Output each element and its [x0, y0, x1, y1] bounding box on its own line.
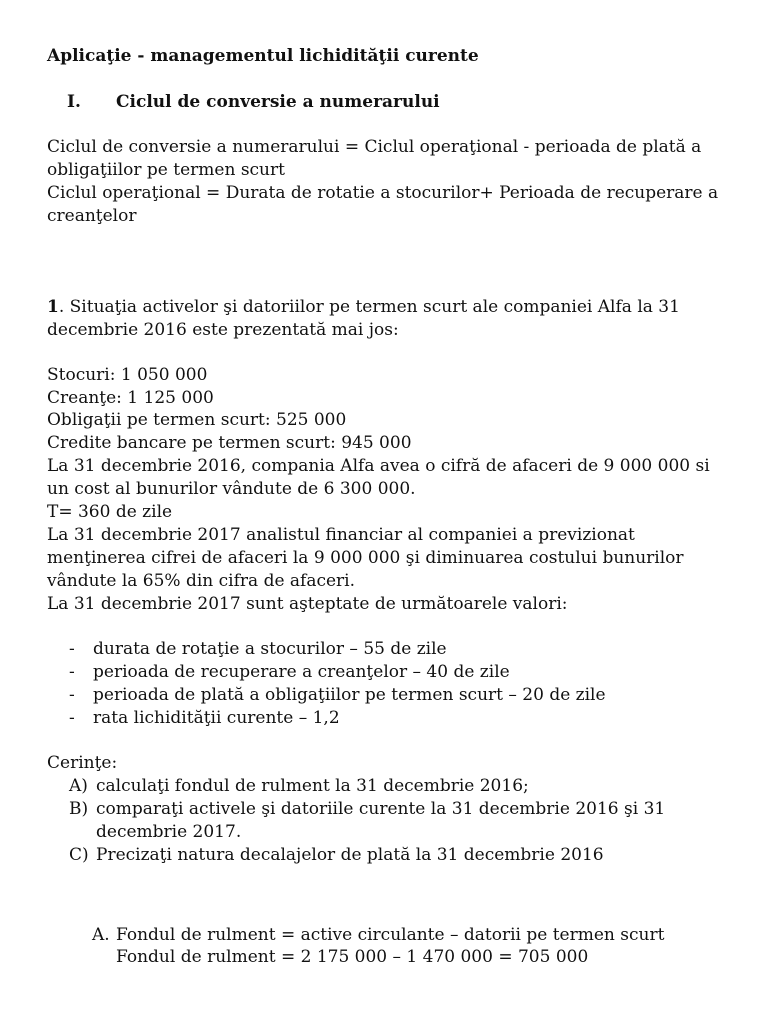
- requirement-letter: A): [69, 776, 88, 796]
- problem-line: Credite bancare pe termen scurt: 945 000: [47, 433, 412, 453]
- definition-line: obligaţiilor pe termen scurt: [47, 160, 285, 180]
- problem-intro-text: . Situaţia activelor şi datoriilor pe termen scurt ale companiei Alfa la 31: [58, 297, 680, 317]
- problem-intro: [47, 296, 680, 318]
- bullet-dash: -: [69, 685, 75, 705]
- problem-line: Obligaţii pe termen scurt: 525 000: [47, 410, 347, 430]
- definition-line: Ciclul operaţional = Durata de rotatie a stocurilor+ Perioada de recuperare a: [47, 183, 719, 203]
- section-title: Ciclul de conversie a numerarului: [116, 92, 440, 112]
- bullet-dash: -: [69, 662, 75, 682]
- problem-number: 1: [47, 297, 59, 317]
- problem-line: La 31 decembrie 2017 analistul financiar al companiei a previzionat: [47, 525, 635, 545]
- requirements-title: Cerinţe:: [47, 753, 118, 773]
- requirement-text: calculaţi fondul de rulment la 31 decembrie 2016;: [96, 776, 529, 796]
- problem-line: T= 360 de zile: [47, 502, 173, 522]
- expected-item-text: perioada de plată a obligaţiilor pe termen scurt – 20 de zile: [93, 685, 606, 705]
- requirement-text: comparaţi activele şi datoriile curente la 31 decembrie 2016 şi 31: [96, 799, 666, 819]
- answer-letter: A.: [92, 925, 110, 945]
- bullet-dash: -: [69, 708, 75, 728]
- bullet-dash: -: [69, 639, 75, 659]
- expected-item-text: rata lichidităţii curente – 1,2: [93, 708, 340, 728]
- problem-line: La 31 decembrie 2017 sunt aşteptate de următoarele valori:: [47, 594, 568, 614]
- definition-line: creanţelor: [47, 206, 137, 226]
- requirement-letter: C): [69, 845, 89, 865]
- requirement-text: decembrie 2017.: [96, 822, 242, 842]
- problem-line: La 31 decembrie 2016, compania Alfa avea o cifră de afaceri de 9 000 000 si: [47, 456, 710, 476]
- answer-text: Fondul de rulment = active circulante – datorii pe termen scurt: [116, 925, 665, 945]
- expected-item-text: durata de rotaţie a stocurilor – 55 de zile: [93, 639, 447, 659]
- problem-line: menţinerea cifrei de afaceri la 9 000 000 şi diminuarea costului bunurilor: [47, 548, 684, 568]
- requirement-letter: B): [69, 799, 89, 819]
- answer-text: Fondul de rulment = 2 175 000 – 1 470 000 = 705 000: [116, 947, 589, 967]
- requirement-text: Precizaţi natura decalajelor de plată la 31 decembrie 2016: [96, 845, 604, 865]
- expected-item-text: perioada de recuperare a creanţelor – 40 de zile: [93, 662, 510, 682]
- problem-line: un cost al bunurilor vândute de 6 300 000.: [47, 479, 416, 499]
- problem-line: Creanţe: 1 125 000: [47, 388, 214, 408]
- problem-line: Stocuri: 1 050 000: [47, 365, 208, 385]
- definition-line: Ciclul de conversie a numerarului = Ciclul operaţional - perioada de plată a: [47, 137, 702, 157]
- document-title: Aplicaţie - managementul lichidităţii curente: [47, 46, 479, 66]
- problem-intro-line: decembrie 2016 este prezentată mai jos:: [47, 320, 399, 340]
- problem-line: vândute la 65% din cifra de afaceri.: [47, 571, 356, 591]
- section-number: I.: [67, 92, 81, 112]
